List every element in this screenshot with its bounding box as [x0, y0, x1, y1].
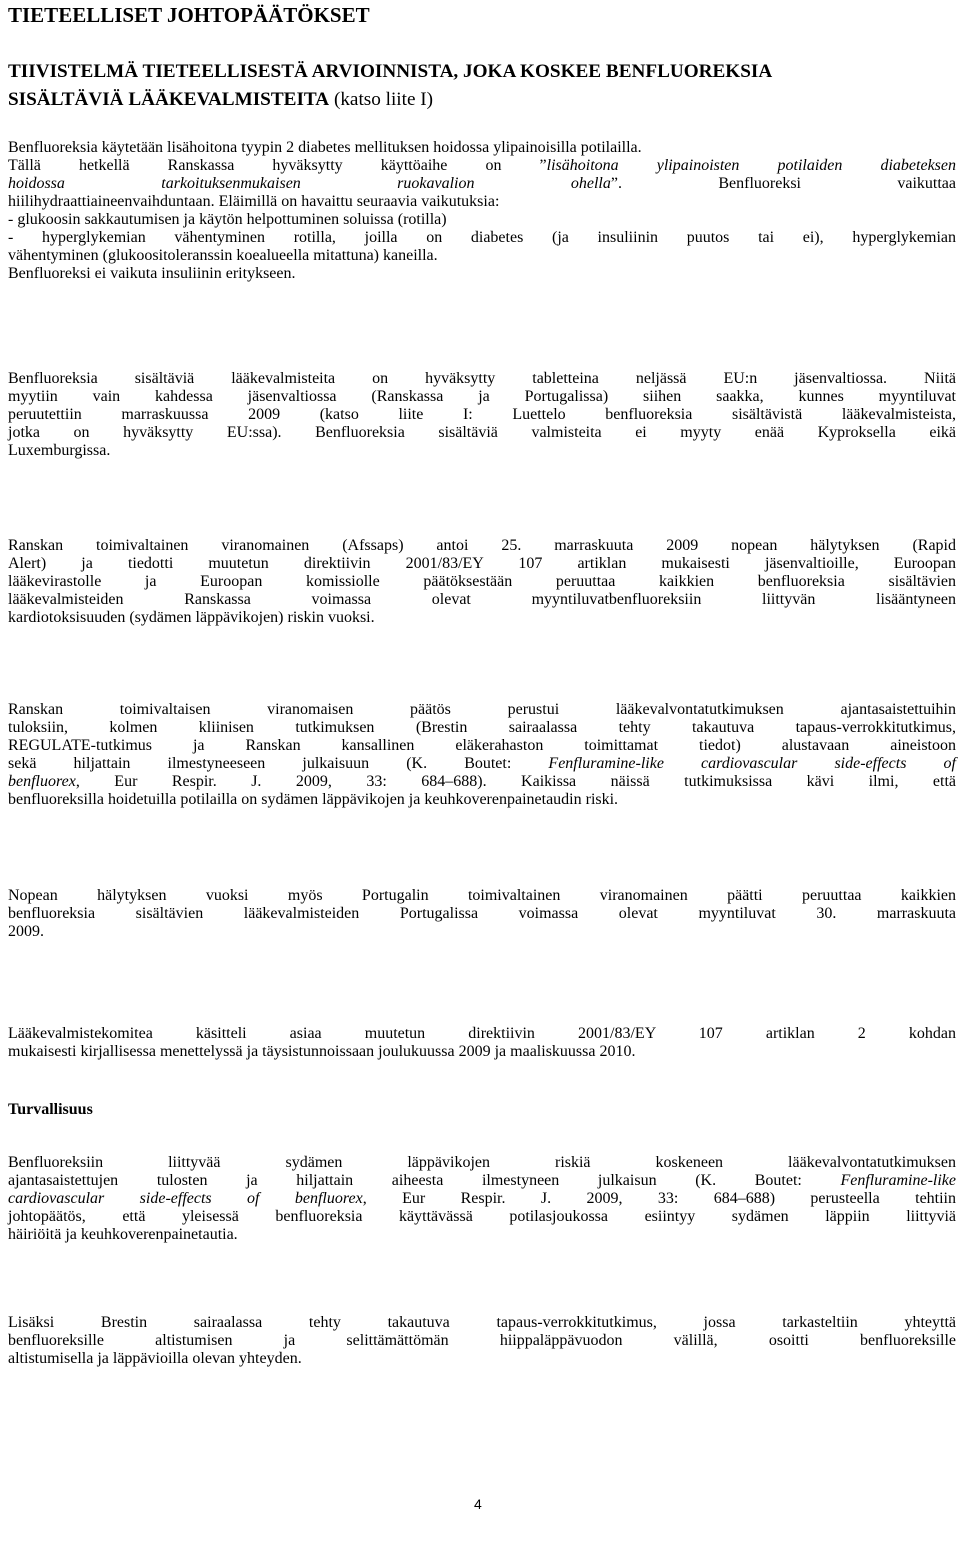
heading-safety: Turvallisuus — [8, 1101, 93, 1118]
paragraph-chmp — [8, 1025, 956, 1061]
text-line: mukaisesti kirjallisessa menettelyssä ja täysistunnoissaan joulukuussa 2009 ja maaliskuussa 2010. — [8, 1043, 636, 1060]
text-line: - hyperglykemian vähentyminen rotilla, joilla on diabetes (ja insuliinin puutos tai ei), hyperglykemian — [8, 229, 956, 246]
text-line: - glukoosin sakkautumisen ja käytön helpottuminen soluissa (rotilla) — [8, 211, 447, 228]
text-line: benfluoreksilla hoidetuilla potilailla on sydämen läppävikojen ja keuhkoverenpainetaudin riski. — [8, 791, 619, 808]
text-line: altistumisella ja läppävioilla olevan yhteyden. — [8, 1350, 302, 1367]
text-line: Nopean hälytyksen vuoksi myös Portugalin toimivaltainen viranomainen päätti peruuttaa kaikkien — [8, 887, 956, 904]
text-line: cardiovascular side-effects of benfluorex, Eur Respir. J. 2009, 33: 684–688) perusteella tehtiin — [8, 1190, 956, 1207]
text-line: benfluoreksia sisältävien lääkevalmisteiden Portugalissa voimassa olevat myyntiluvat 30. marraskuuta — [8, 905, 956, 922]
text-line: benfluoreksille altistumisen ja selittämättömän hiippaläppävuodon välillä, osoitti benfluoreksille — [8, 1332, 956, 1349]
text-line: Benfluoreksi ei vaikuta insuliinin eritykseen. — [8, 265, 296, 282]
subtitle-line-1: TIIVISTELMÄ TIETEELLISESTÄ ARVIOINNISTA, JOKA KOSKEE BENFLUOREKSIA — [8, 61, 773, 82]
text-line: Tällä hetkellä Ranskassa hyväksytty käyttöaihe on ”lisähoitona ylipainoisten potilaiden diabeteksen — [8, 157, 956, 174]
subtitle-line-2: SISÄLTÄVIÄ LÄÄKEVALMISTEITA — [8, 88, 330, 110]
text-line: sekä hiljattain ilmestyneeseen julkaisuun (K. Boutet: Fenfluramine-like cardiovascular side-effects of — [8, 755, 956, 772]
section-title: TIETEELLISET JOHTOPÄÄTÖKSET — [8, 3, 370, 27]
text-line: REGULATE-tutkimus ja Ranskan kansallinen eläkerahaston toimittamat tiedot) alustavaan aineistoon — [8, 737, 956, 754]
paragraph-safety-conclusion — [8, 1154, 956, 1244]
text-line: benfluorex, Eur Respir. J. 2009, 33: 684–688). Kaikissa näissä tutkimuksissa kävi ilmi, että — [8, 773, 956, 790]
text-line: häiriöitä ja keuhkoverenpainetautia. — [8, 1226, 238, 1243]
text-line: kardiotoksisuuden (sydämen läppävikojen) riskin vuoksi. — [8, 609, 375, 626]
text-line: Luxemburgissa. — [8, 442, 111, 459]
text-line: tuloksiin, kolmen kliinisen tutkimuksen (Brestin sairaalassa tehty takautuva tapaus-verrokkitutkimus, — [8, 719, 956, 736]
text-line: hoidossa tarkoituksenmukaisen ruokavalion ohella”. Benfluoreksi vaikuttaa — [8, 175, 956, 192]
page-number: 4 — [474, 1496, 482, 1512]
text-line: Benfluoreksia sisältäviä lääkevalmisteita on hyväksytty tabletteina neljässä EU:n jäsenvaltiossa. Niitä — [8, 370, 956, 387]
document-subtitle — [8, 58, 958, 113]
paragraph-portugal — [8, 887, 956, 941]
text-line: Lisäksi Brestin sairaalassa tehty takautuva tapaus-verrokkitutkimus, jossa tarkasteltiin yhteyttä — [8, 1314, 956, 1331]
text-line: peruutettiin marraskuussa 2009 (katso liite I: Luettelo benfluoreksia sisältävistä lääkevalmisteista, — [8, 406, 956, 423]
text-line: johtopäätös, että yleisessä benfluoreksia käyttävässä potilasjoukossa esiintyy sydämen läppiin liittyviä — [8, 1208, 956, 1225]
text-line: Benfluoreksia käytetään lisähoitona tyypin 2 diabetes mellituksen hoidossa ylipainoisilla potilailla. — [8, 139, 642, 156]
text-line: vähentyminen (glukoositoleranssin koealueella mitattuna) kaneilla. — [8, 247, 438, 264]
paragraph-indication — [8, 139, 956, 283]
paragraph-rapid-alert — [8, 537, 956, 627]
text-line: lääkevalmisteiden Ranskassa voimassa olevat myyntiluvatbenfluoreksiin liittyvän lisääntyneen — [8, 591, 956, 608]
subtitle-annex-ref: (katso liite I) — [329, 88, 434, 110]
paragraph-decision-basis — [8, 701, 956, 809]
text-line: myytiin vain kahdessa jäsenvaltiossa (Ranskassa ja Portugalissa) siihen saakka, kunnes myyntiluvat — [8, 388, 956, 405]
text-line: Benfluoreksiin liittyvää sydämen läppävikojen riskiä koskeneen lääkevalvontatutkimuksen — [8, 1154, 956, 1171]
text-line: lääkevirastolle ja Euroopan komissiolle päätöksestään peruuttaa kaikkien benfluoreksia sisältävien — [8, 573, 956, 590]
text-line: jotka on hyväksytty EU:ssa). Benfluoreksia sisältäviä valmisteita ei myyty enää Kyproksella eikä — [8, 424, 956, 441]
text-line: 2009. — [8, 923, 44, 940]
text-line: Ranskan toimivaltainen viranomainen (Afssaps) antoi 25. marraskuuta 2009 nopean hälytyksen (Rapid — [8, 537, 956, 554]
text-line: Alert) ja tiedotti muutetun direktiivin 2001/83/EY 107 artiklan mukaisesti jäsenvaltioille, Euroopan — [8, 555, 956, 572]
text-line: hiilihydraattiaineenvaihduntaan. Eläimillä on havaittu seuraavia vaikutuksia: — [8, 193, 500, 210]
text-line: ajantasaistettujen tulosten ja hiljattain aiheesta ilmestyneen julkaisun (K. Boutet: Fenfluramine-like — [8, 1172, 956, 1189]
paragraph-brest-study — [8, 1314, 956, 1368]
text-line: Ranskan toimivaltaisen viranomaisen päätös perustui lääkevalvontatutkimuksen ajantasaistettuihin — [8, 701, 956, 718]
text-line: Lääkevalmistekomitea käsitteli asiaa muutetun direktiivin 2001/83/EY 107 artiklan 2 kohdan — [8, 1025, 956, 1042]
paragraph-authorisations — [8, 370, 956, 460]
